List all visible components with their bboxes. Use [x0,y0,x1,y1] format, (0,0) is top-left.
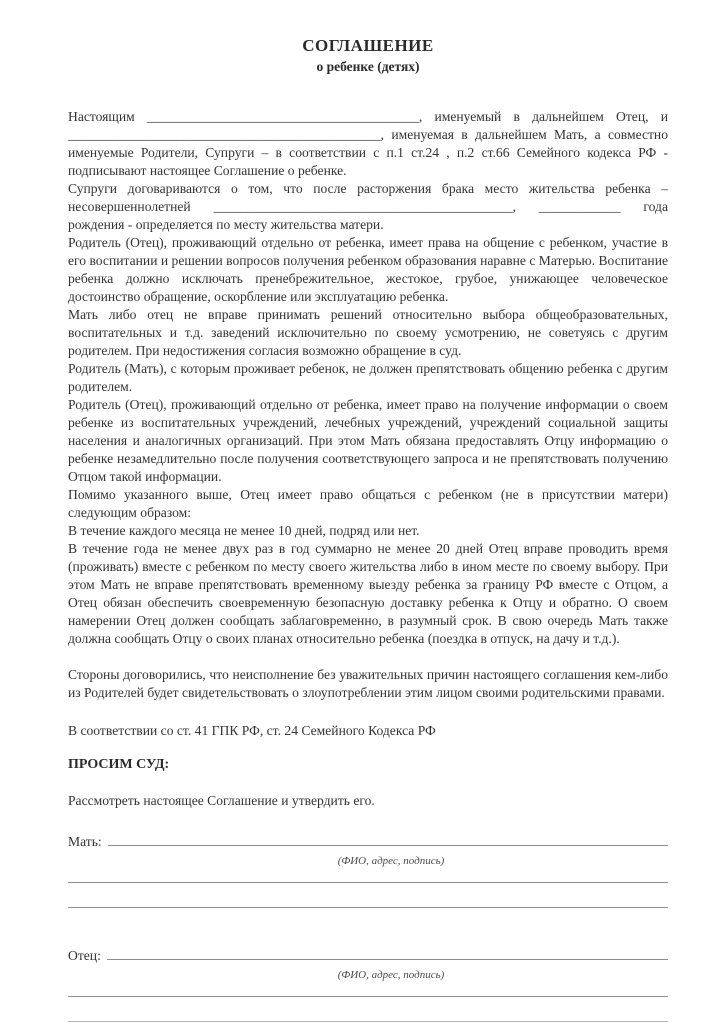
mother-extra-line-2 [68,907,668,908]
father-signature-block [68,946,668,1022]
mother-signature-block [68,832,668,908]
father-extra-line-1 [68,996,668,997]
request-text: Рассмотреть настоящее Соглашение и утвердить его. [68,793,375,808]
request-heading: ПРОСИМ СУД: [68,757,170,772]
father-signature-line [107,946,668,960]
body-paragraph-intro: Настоящим ________________________________________, именуемый в дальнейшем Отец, и ______________________________________________, именуемая в дальнейшем Мать, а совместно именуемые Родители, Супруги – в соответствии с п.1 ст.24 , п.2 ст.66 Семейного кодекса РФ - подписывают настоящее Соглашение о ребенке. [68,109,668,178]
body-paragraph-yearly-visits: В течение года не менее двух раз в год суммарно не менее 20 дней Отец вправе проводить время (проживать) вместе с ребенком по месту своего жительства либо в ином месте по своему выбору. При этом Мать не вправе препятствовать временному выезду ребенка за границу РФ вместе с Отцом, а Отец обязан обеспечить своевременную безопасную доставку ребенка к Отцу и обратно. О своем намерении Отец должен сообщать заблаговременно, в разумный срок. В свою очередь Мать также должна сообщать Отцу о своих планах относительно ребенка (поездка в отпуск, на дачу и т.д.). [68,541,668,646]
body-paragraph-visitation-intro: Помимо указанного выше, Отец имеет право общаться с ребенком (не в присутствии матери) следующим образом: [68,487,668,520]
document-body [68,108,668,648]
body-paragraph-education-decisions: Мать либо отец не вправе принимать решений относительно выбора общеобразовательных, воспитательных и т.д. заведений исключительно по своему усмотрению, не советуясь с другим родителем. При недостижения согласия возможно обращение в суд. [68,307,668,358]
father-label: Отец: [68,948,101,963]
law-reference: В соответствии со ст. 41 ГПК РФ, ст. 24 Семейного Кодекса РФ [68,723,436,738]
mother-signature-caption: (ФИО, адрес, подпись) [337,855,445,867]
father-signature-caption: (ФИО, адрес, подпись) [337,969,445,981]
mother-caption-row [68,851,668,869]
body-paragraph-father-rights: Родитель (Отец), проживающий отдельно от ребенка, имеет права на общение с ребенком, участие в его воспитании и решении вопросов получения ребенком образования наравне с Матерью. Воспитание ребенка должно исключать пренебрежительное, жестокое, грубое, унижающее человеческое достоинство обращение, оскорбление или эксплуатацию ребенка. [68,235,668,304]
mother-label: Мать: [68,834,102,849]
mother-signature-row [68,832,668,850]
father-signature-row [68,946,668,964]
father-caption-row [68,965,668,983]
mother-extra-line-1 [68,882,668,883]
mother-signature-line [108,832,668,846]
page-subtitle: о ребенке (детях) [316,59,420,74]
body-paragraph-mother-obligation: Родитель (Мать), с которым проживает ребенок, не должен препятствовать общению ребенка с другим родителем. [68,361,668,394]
page-title: СОГЛАШЕНИЕ [302,36,434,55]
body-paragraph-information-access: Родитель (Отец), проживающий отдельно от ребенка, имеет право на получение информации о своем ребенке из воспитательных учреждений, лечебных учреждений, учреждений социальной защиты населения и аналогичных организаций. При этом Мать обязана предоставлять Отцу информацию о ребенке незамедлительно после получения соответствующего запроса и не препятствовать получению Отцом такой информации. [68,397,668,484]
agreement-clause: Стороны договорились, что неисполнение без уважительных причин настоящего соглашения кем-либо из Родителей будет свидетельствовать о злоупотреблении этим лицом своими родительскими правами. [68,667,668,700]
father-extra-line-2 [68,1021,668,1022]
body-paragraph-residence: Супруги договариваются о том, что после расторжения брака место жительства ребенка – несовершеннолетней ____________________________________________, ____________ года рождения - определяется по месту жительства матери. [68,181,668,232]
body-paragraph-monthly-visits: В течение каждого месяца не менее 10 дней, подряд или нет. [68,523,420,538]
